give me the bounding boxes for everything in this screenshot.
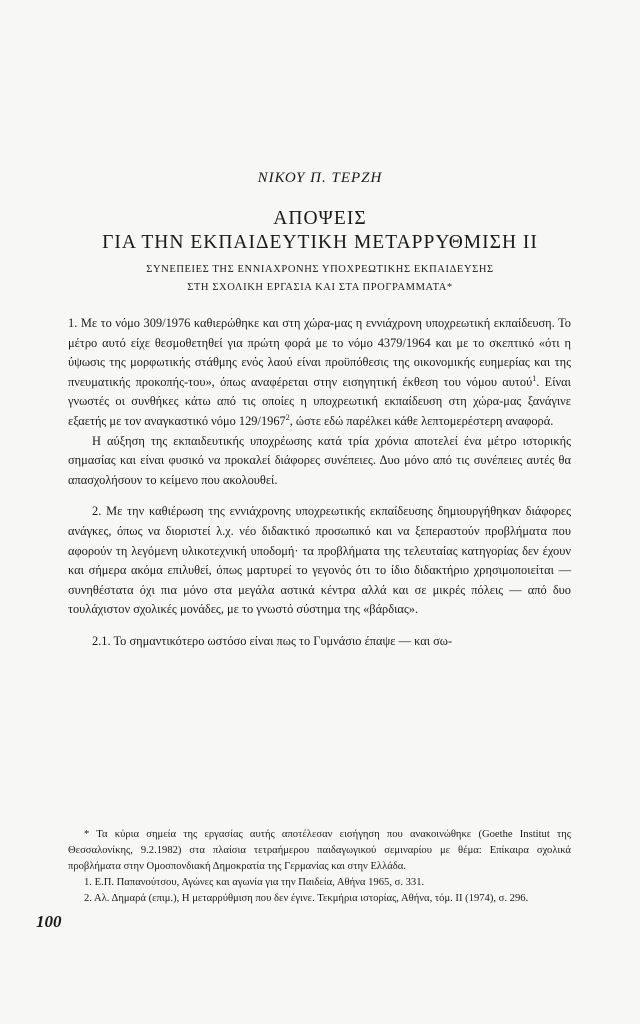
paragraph-1 (68, 314, 571, 432)
footnote-ref-1: 1 (532, 373, 537, 383)
paragraph-1-part-c: , ώστε εδώ παρέλκει κάθε λεπτομερέστερη αναφορά. (289, 413, 554, 428)
footnotes (68, 827, 571, 907)
article-subtitle-line1: ΣΥΝΕΠΕΙΕΣ ΤΗΣ ΕΝΝΙΑΧΡΟΝΗΣ ΥΠΟΧΡΕΩΤΙΚΗΣ ΕΚΠΑΙΔΕΥΣΗΣ (146, 264, 494, 275)
paragraph-4: 2.1. Το σημαντικότερο ωστόσο είναι πως το Γυμνάσιο έπαψε — και σω- (92, 633, 453, 648)
article-title-line1: ΑΠΟΨΕΙΣ (273, 208, 367, 229)
article-subtitle-line2: ΣΤΗ ΣΧΟΛΙΚΗ ΕΡΓΑΣΙΑ ΚΑΙ ΣΤΑ ΠΡΟΓΡΑΜΜΑΤΑ* (187, 282, 453, 293)
paragraph-1-part-b: . Είναι γνωστές οι συνθήκες κάτω από τις οποίες η υποχρεωτική εκπαίδευση στη χώρα-μας ξανάγινε εξαετής με τον αναγκαστικό νόμο 129/1967 (68, 374, 571, 428)
footnote-star: * Τα κύρια σημεία της εργασίας αυτής αποτέλεσαν εισήγηση που ανακοινώθηκε (Goethe Institut της Θεσσαλονίκης, 9.2.1982) στα πλαίσια τετραήμερου παιδαγωγικού σεμιναρίου με θέμα: Επίκαιρα σχολικά προβλήματα στην Ομοσπονδιακή Δημοκρατία της Γερμανίας και στην Ελλάδα. (68, 829, 571, 872)
page-number: 100 (36, 912, 62, 931)
paragraph-1-part-a: 1. Με το νόμο 309/1976 καθιερώθηκε και στη χώρα-μας η εννιάχρονη υποχρεωτική εκπαίδευση. Το μέτρο αυτό είχε θεσμοθετηθεί για πρώτη φορά με το νόμο 4379/1964 και με το σκεπτικό «ότι η ύψωσις της μορφωτικής στάθμης ενός λαού είναι προϋπόθεσις της οικονομικής ευημερίας και της πνευματικής προκοπής-του», όπως αναφέρεται στην εισηγητική έκθεση του νόμου αυτού (68, 316, 571, 389)
article-body (68, 314, 571, 652)
paragraph-3: 2. Με την καθιέρωση της εννιάχρονης υποχρεωτικής εκπαίδευσης δημιουργήθηκαν διάφορες ανάγκες, όπως να διοριστεί λ.χ. νέο διδακτικό προσωπικό και να ξεπεραστούν προβλήματα που αφορούν τη λεγόμενη υλικοτεχνική υποδομή· τα προβλήματα της τελευταίας κατηγορίας δεν έχουν και σήμερα ακόμα επιλυθεί, όπως μαρτυρεί το γεγονός ότι το ίδιο διδακτήριο χρησιμοποιείται — συνηθέστατα όχι πια μόνο στα μεγάλα αστικά κέντρα αλλά και σε μικρές πόλεις — από δυο τουλάχιστον σχολικές μονάδες, με το γνωστό σύστημα της «βάρδιας». (68, 504, 571, 617)
article-title-line2: ΓΙΑ ΤΗΝ ΕΚΠΑΙΔΕΥΤΙΚΗ ΜΕΤΑΡΡΥΘΜΙΣΗ II (102, 232, 538, 253)
footnote-2: 2. Αλ. Δημαρά (επιμ.), Η μεταρρύθμιση που δεν έγινε. Τεκμήρια ιστορίας, Αθήνα, τόμ. II (1974), σ. 296. (84, 893, 529, 904)
footnote-ref-2: 2 (285, 412, 290, 422)
paragraph-2: Η αύξηση της εκπαιδευτικής υποχρέωσης κατά τρία χρόνια αποτελεί ένα μέτρο ιστορικής σημασίας και είναι φυσικό να προκαλεί διάφορες συνέπειες. Δυο μόνο από τις συνέπειες αυτές θα απασχολήσουν το κείμενο που ακολουθεί. (68, 433, 571, 487)
author-name: ΝΙΚΟΥ Π. ΤΕΡΖΗ (257, 170, 383, 186)
footnote-1: 1. Ε.Π. Παπανούτσου, Αγώνες και αγωνία για την Παιδεία, Αθήνα 1965, σ. 331. (84, 877, 425, 888)
